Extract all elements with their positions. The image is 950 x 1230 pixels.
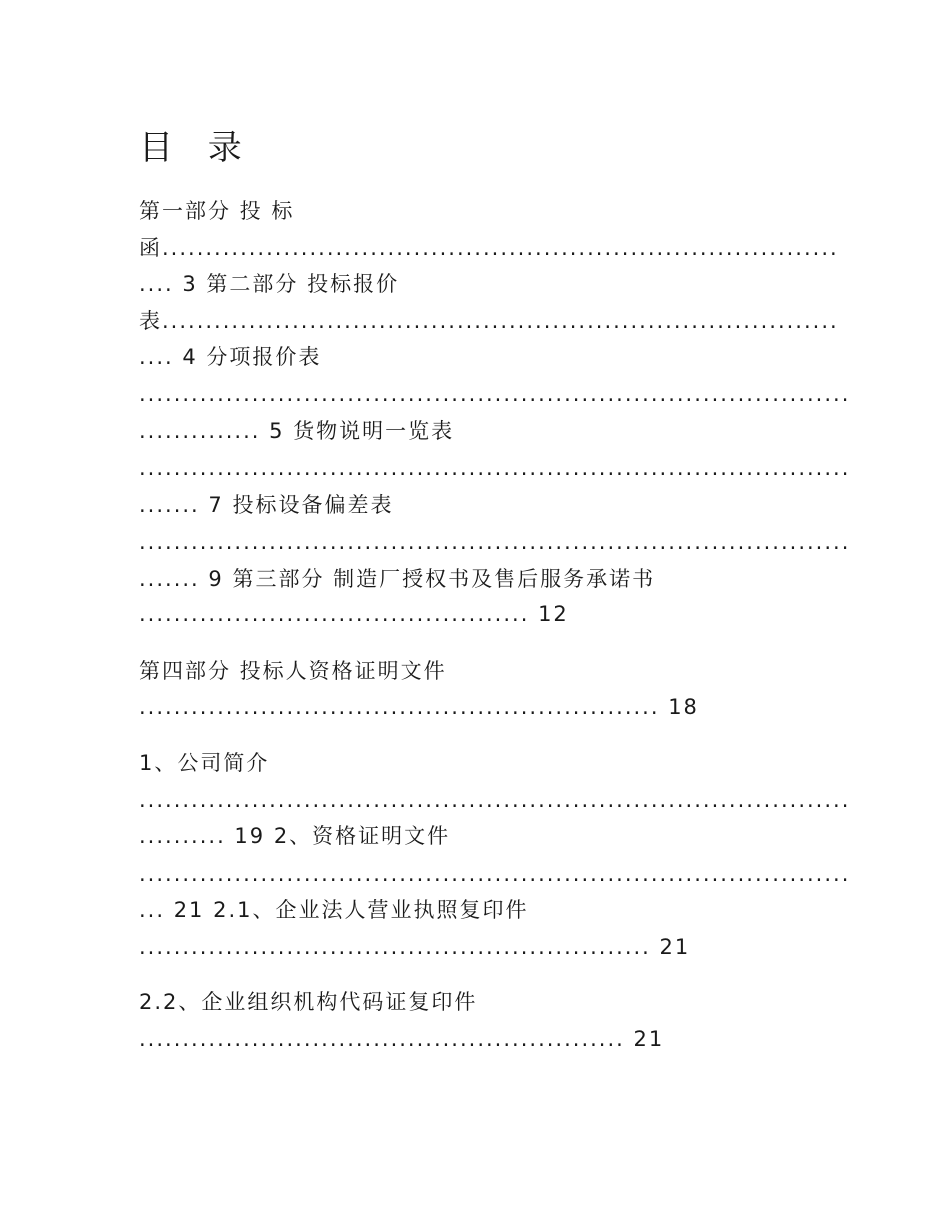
toc-line: ............................................................ 18 — [139, 695, 699, 719]
toc-line: 表.............................................................................. — [139, 309, 839, 333]
toc-line: .......... 19 2、资格证明文件 — [139, 824, 451, 848]
toc-line: ....... 7 投标设备偏差表 — [139, 493, 394, 517]
toc-line: .... 3 第二部分 投标报价 — [139, 272, 400, 296]
toc-line: 第四部分 投标人资格证明文件 — [139, 659, 447, 683]
toc-line: ............................................. 12 — [139, 602, 569, 626]
toc-line: .............. 5 货物说明一览表 — [139, 419, 455, 443]
toc-line: 1、公司简介 — [139, 751, 270, 775]
toc-line: .................................................................................. — [139, 456, 851, 480]
toc-line: .... 4 分项报价表 — [139, 345, 322, 369]
toc-line: ........................................................ 21 — [139, 1027, 665, 1051]
toc-line: ... 21 2.1、企业法人营业执照复印件 — [139, 898, 529, 922]
toc-line: 2.2、企业组织机构代码证复印件 — [139, 990, 478, 1014]
toc-line: .................................................................................. — [139, 530, 851, 554]
toc-line: .................................................................................. — [139, 382, 851, 406]
toc-line: ....... 9 第三部分 制造厂授权书及售后服务承诺书 — [139, 567, 656, 591]
toc-title: 目 录 — [139, 128, 254, 168]
toc-line: .................................................................................. — [139, 788, 851, 812]
toc-line: 第一部分 投 标 — [139, 199, 295, 223]
toc-line: 函.............................................................................. — [139, 236, 839, 260]
toc-line: .................................................................................. — [139, 862, 851, 886]
toc-line: ........................................................... 21 — [139, 935, 691, 959]
